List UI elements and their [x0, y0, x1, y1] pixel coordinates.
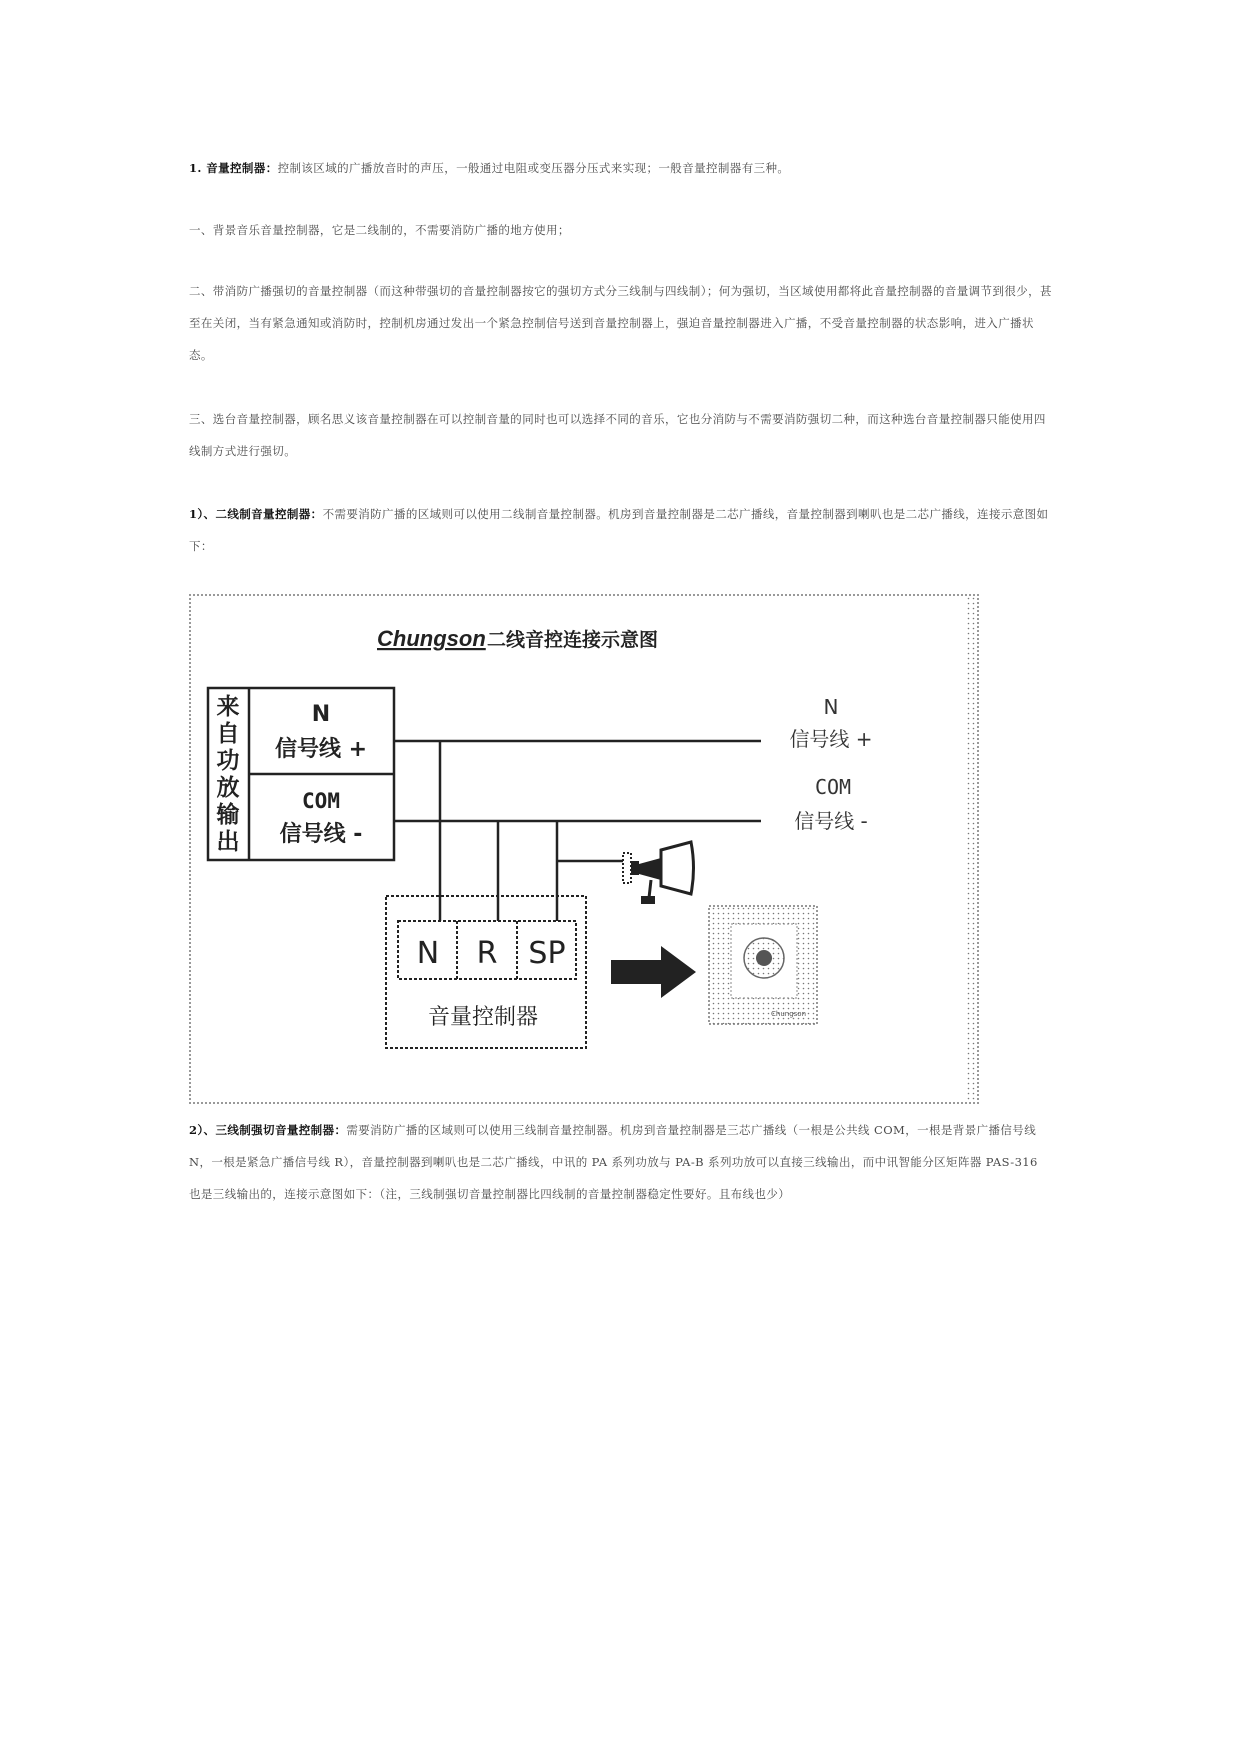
terminal-r: R — [476, 936, 498, 971]
intro-lead: 1. 音量控制器： — [189, 161, 278, 175]
diagram-title: 二线音控连接示意图 — [487, 629, 659, 651]
wiring-diagram-svg — [191, 596, 977, 1102]
terminal-sp: SP — [528, 936, 566, 971]
wiring-diagram — [189, 594, 979, 1104]
intro-text: 控制该区域的广播放音时的声压，一般通过电阻或变压器分压式来实现；一般音量控制器有三种。 — [277, 161, 790, 175]
terminal-n: N — [416, 936, 440, 971]
section1-text: 不需要消防广播的区域则可以使用二线制音量控制器。机房到音量控制器是二芯广播线，音量控制器到喇叭也是二芯广播线，连接示意图如下： — [189, 507, 1049, 553]
arrow-right-icon — [611, 946, 696, 998]
section1-lead: 1）、二线制音量控制器： — [189, 507, 323, 521]
type-paragraph-3: 三、选台音量控制器，顾名思义该音量控制器在可以控制音量的同时也可以选择不同的音乐，它也分消防与不需要消防强切二种，而这种选台音量控制器只能使用四线制方式进行强切。 — [189, 412, 1046, 458]
source-label-char: 功 — [216, 748, 240, 774]
source-label-char: 输 — [216, 802, 240, 828]
diagram-brand: Chungson — [377, 626, 486, 651]
volume-controller-panel-icon — [709, 906, 817, 1024]
frame-shadow — [965, 596, 977, 1102]
right-n-label: N — [823, 695, 839, 719]
right-n-signal-label: 信号线 + — [789, 727, 873, 751]
section2-paragraph — [189, 1114, 1053, 1210]
horn-speaker-icon — [623, 842, 694, 904]
volume-controller-label: 音量控制器 — [427, 1005, 539, 1030]
source-label — [216, 694, 240, 855]
section2-text: 需要消防广播的区域则可以使用三线制音量控制器。机房到音量控制器是三芯广播线（一根是公共线 COM，一根是背景广播信号线 N，一根是紧急广播信号线 R），音量控制器到喇叭也是二芯广播线，中讯的 PA 系列功放与 PA-B 系列功放可以直接三线输出，而中讯智能分区矩阵器 PAS-316 也是三线输出的，连接示意图如下：（注，三线制强切音量控制器比四线制的音量控制器稳定性要好。且布线也少） — [189, 1123, 1038, 1201]
source-label-char: 出 — [216, 829, 240, 855]
section2-lead: 2）、三线制强切音量控制器： — [189, 1123, 347, 1137]
left-com-label: COM — [302, 789, 340, 813]
section1-paragraph — [189, 498, 1053, 562]
type-paragraph-2: 二、带消防广播强切的音量控制器（而这种带强切的音量控制器按它的强切方式分三线制与四线制）；何为强切，当区域使用都将此音量控制器的音量调节到很少，甚至在关闭，当有紧急通知或消防时，控制机房通过发出一个紧急控制信号送到音量控制器上，强迫音量控制器进入广播，不受音量控制器的状态影响，进入广播状态。 — [189, 284, 1052, 362]
right-com-signal-label: 信号线 - — [794, 809, 868, 833]
left-n-signal-label: 信号线 + — [274, 737, 368, 762]
right-com-label: COM — [814, 775, 852, 799]
svg-text:Chungson: Chungson — [771, 1010, 807, 1018]
source-label-char: 来 — [216, 694, 240, 720]
left-com-signal-label: 信号线 - — [279, 822, 363, 847]
intro-paragraph — [189, 152, 1053, 184]
type-paragraph-1: 一、背景音乐音量控制器，它是二线制的，不需要消防广播的地方使用； — [189, 223, 570, 237]
source-label-char: 自 — [216, 721, 240, 747]
source-label-char: 放 — [216, 775, 240, 801]
left-n-label: N — [311, 702, 331, 727]
